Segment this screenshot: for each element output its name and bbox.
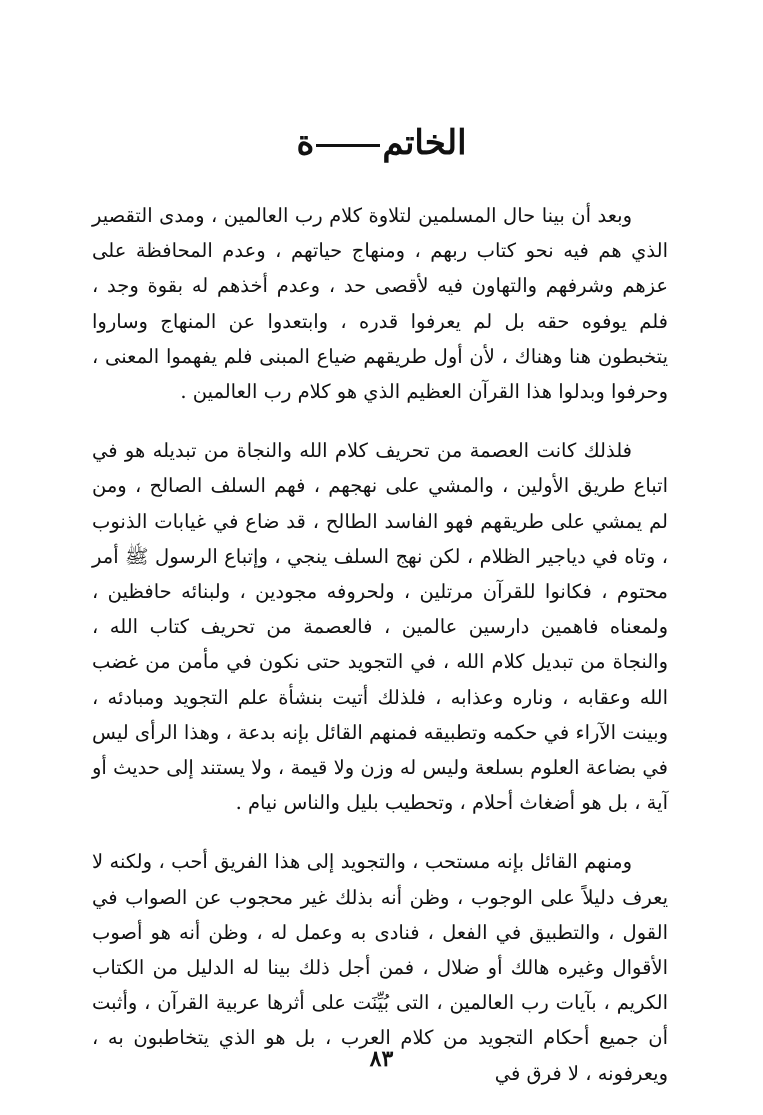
- title-tatweel-stroke: [316, 144, 380, 147]
- page-number: ٨٣: [369, 1046, 394, 1072]
- paragraph-1: وبعد أن بينا حال المسلمين لتلاوة كلام رب العالمين ، ومدى التقصير الذي هم فيه نحو كتاب ربهم ، ومنهاج حياتهم ، وعدم المحافظة على عزهم وشرفهم والتهاون فيه لأقصى حد ، وعدم أخذهم له بقوة وجد ، فلم يوفوه حقه بل لم يعرفوا قدره ، وابتعدوا عن المنهاج وساروا يتخبطون هنا وهناك ، لأن أول طريقهم ضياع المبنى فلم يفهموا المعنى ، وحرفوا وبدلوا هذا القرآن العظيم الذي هو كلام رب العالمين .: [92, 204, 668, 404]
- body-text: [92, 198, 668, 1115]
- chapter-title: [0, 118, 763, 168]
- chapter-title-start: الخاتم: [382, 123, 467, 163]
- paragraph-2: فلذلك كانت العصمة من تحريف كلام الله والنجاة من تبديله هو في اتباع طريق الأولين ، والمشي على نهجهم ، فهم السلف الصالح ، ومن لم يمشي على طريقهم فهو الفاسد الطالح ، قد ضاع في غيابات الذنوب ، وتاه في دياجير الظلام ، لكن نهج السلف ينجي ، وإتباع الرسول ﷺ أمر محتوم ، فكانوا للقرآن مرتلين ، ولحروفه مجودين ، ولبنائه حافظين ، ولمعناه فاهمين دارسين عالمين ، فالعصمة من تحريف كتاب الله ، والنجاة من تبديل كلام الله ، في التجويد حتى نكون في مأمن من غضب الله وعقابه ، وناره وعذابه ، فلذلك أتيت بنشأة علم التجويد ومبادئه ، وبينت الآراء في حكمه وتطبيقه فمنهم القائل بإنه بدعة ، وهذا الرأى ليس في بضاعة العلوم بسلعة وليس له وزن ولا قيمة ، ولا يستند إلى حديث أو آية ، بل هو أضغاث أحلام ، وتحطيب بليل والناس نيام .: [92, 439, 668, 815]
- chapter-title-end: ة: [296, 123, 315, 163]
- paragraph-3: ومنهم القائل بإنه مستحب ، والتجويد إلى هذا الفريق أحب ، ولكنه لا يعرف دليلاً على الوجوب ، وظن أنه بذلك غير محجوب عن الصواب في القول ، والتطبيق في الفعل ، فنادى به وعمل له ، وظن أنه هو أصوب الأقوال وغيره هالك أو ضلال ، فمن أجل ذلك بينا له الدليل من الكتاب الكريم ، بآيات رب العالمين ، التى بُيِّنَت على أثرها عربية القرآن ، وأثبت أن جميع أحكام التجويد من كلام العرب ، بل هو الذي يتخاطبون به ، ويعرفونه ، لا فرق في: [92, 850, 668, 1085]
